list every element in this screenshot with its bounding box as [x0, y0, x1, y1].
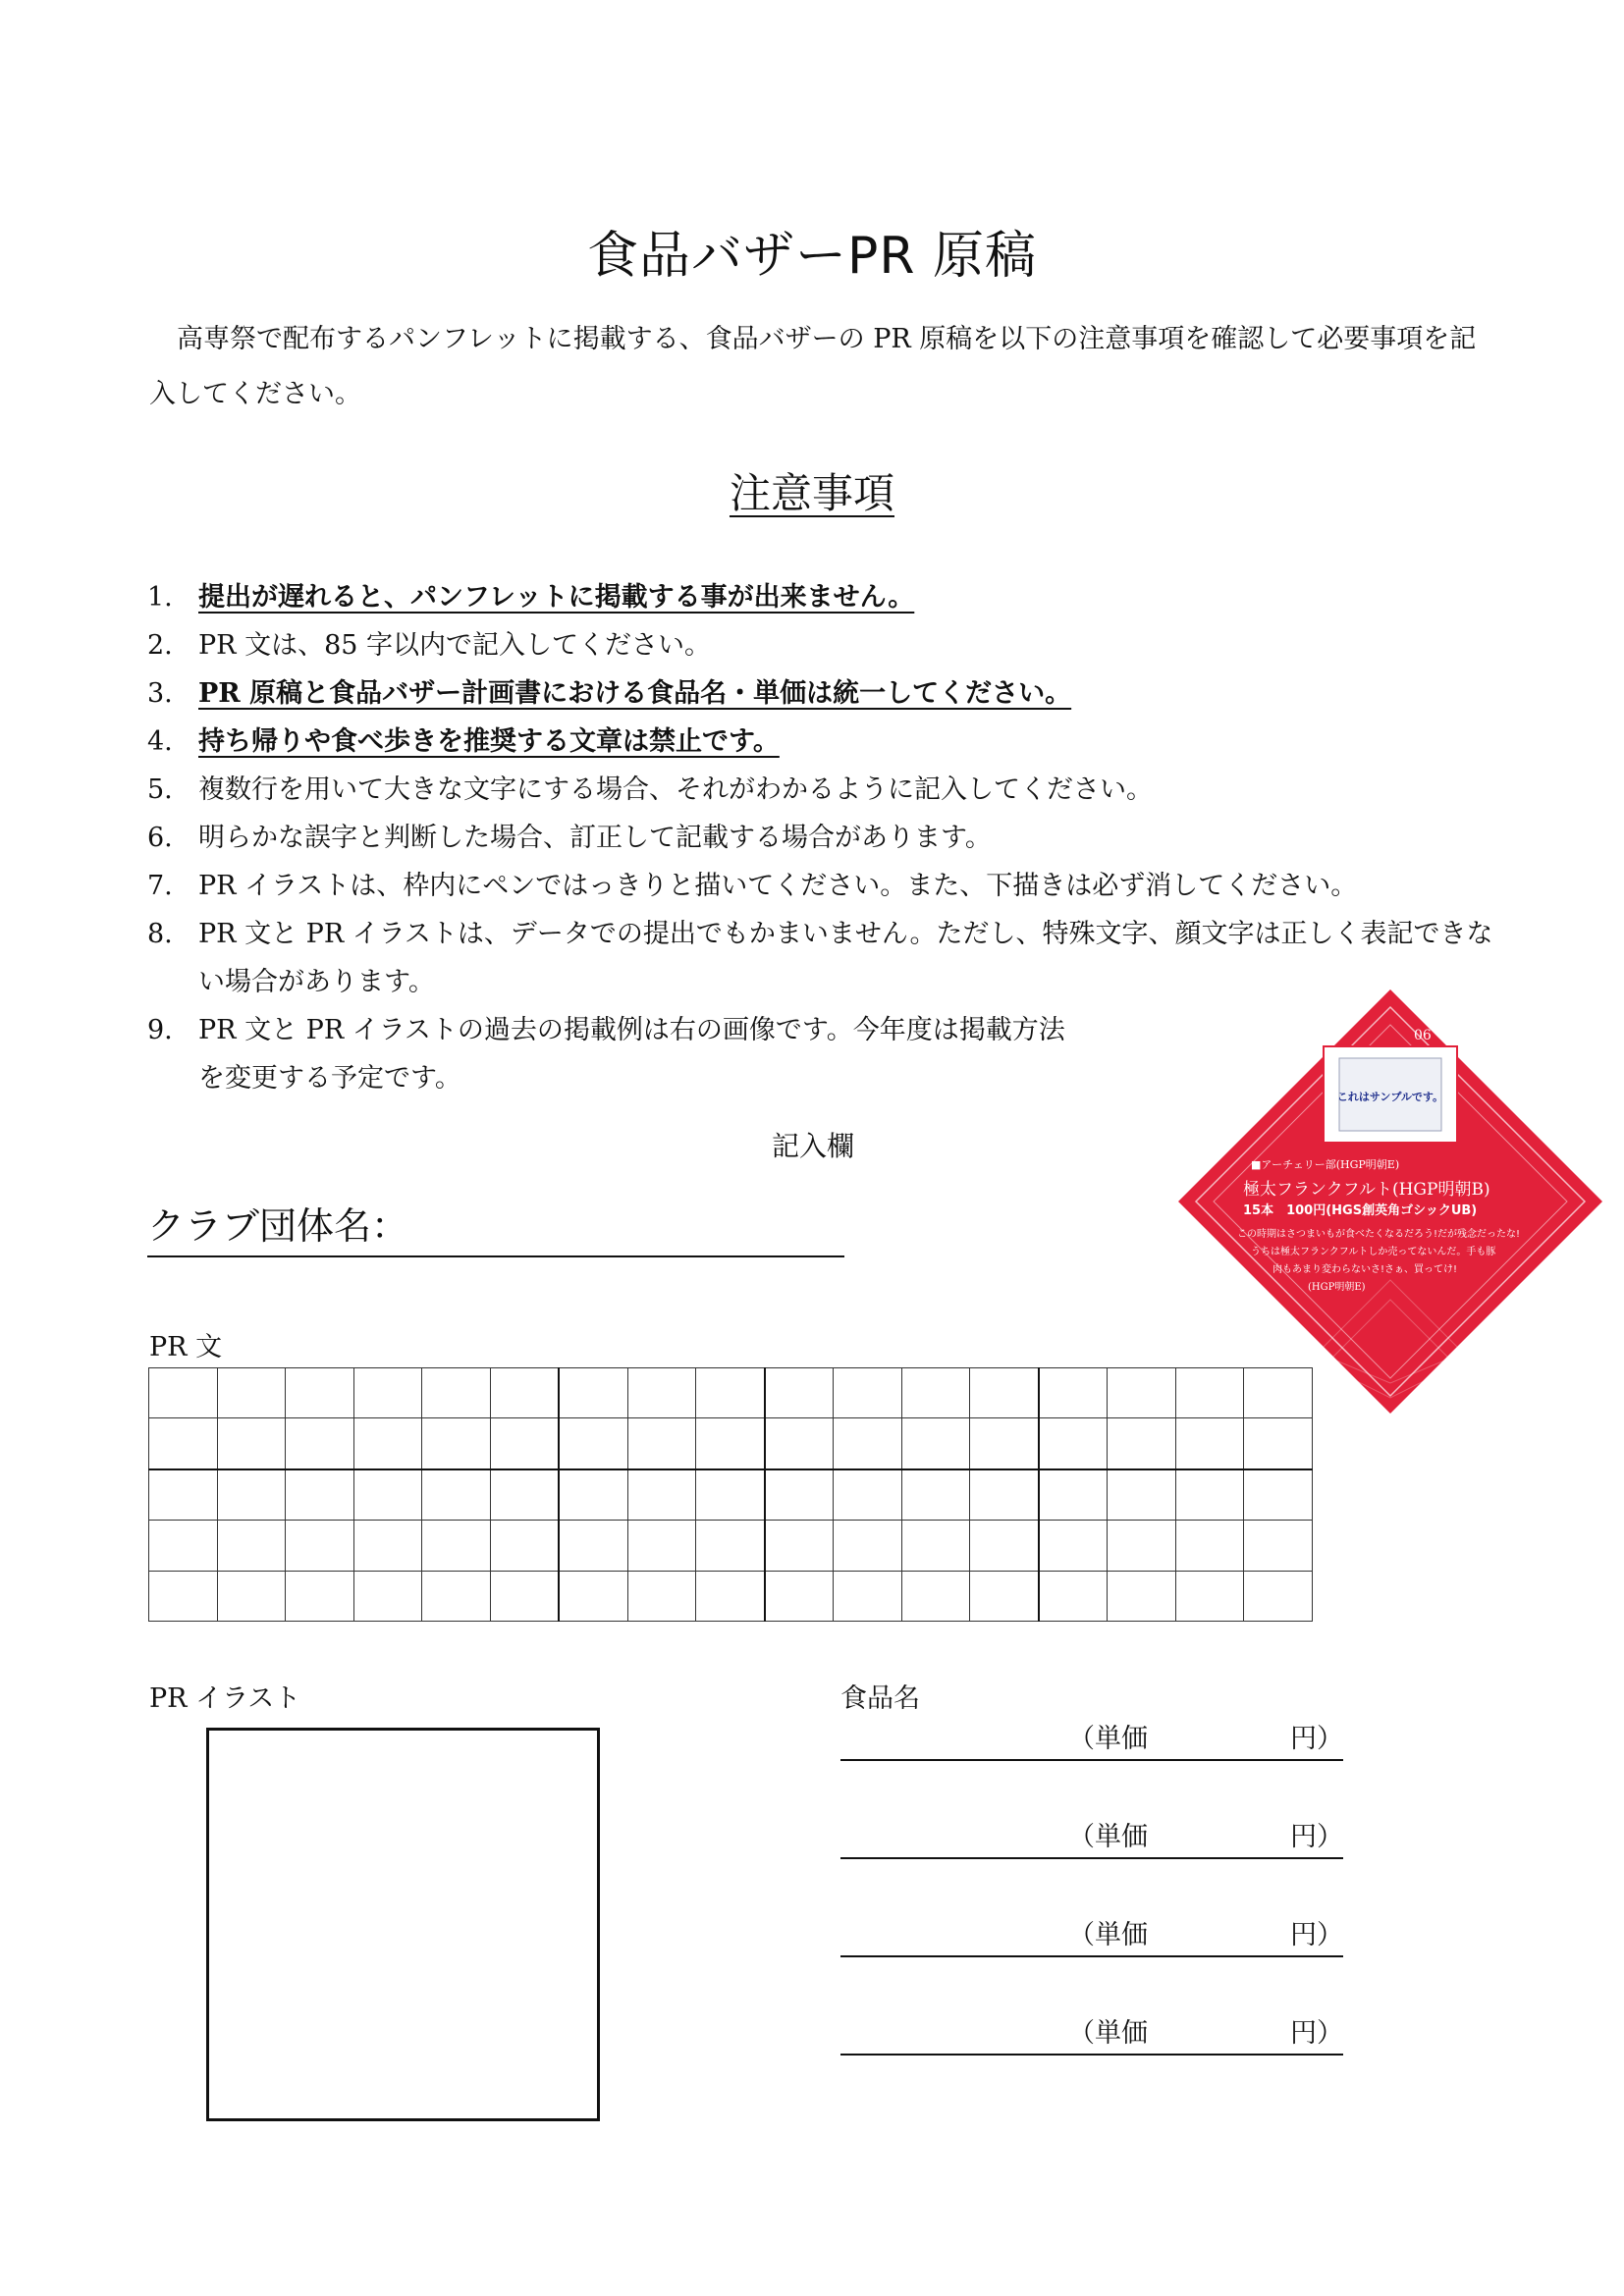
grid-cell[interactable]	[217, 1368, 286, 1418]
notice-item-7: 7. PR イラストは、枠内にペンではっきりと描いてください。また、下描きは必ず消してください。	[147, 871, 1358, 901]
grid-cell[interactable]	[1108, 1521, 1176, 1571]
grid-cell[interactable]	[1175, 1571, 1244, 1621]
grid-cell[interactable]	[1108, 1368, 1176, 1418]
unit-price-close: 円）	[1290, 1724, 1343, 1754]
grid-cell[interactable]	[559, 1418, 627, 1469]
grid-cell[interactable]	[1039, 1469, 1108, 1521]
grid-cell[interactable]	[970, 1418, 1039, 1469]
sample-number: 06	[1414, 1028, 1432, 1043]
grid-cell[interactable]	[490, 1469, 559, 1521]
grid-cell[interactable]	[696, 1469, 765, 1521]
grid-cell[interactable]	[696, 1521, 765, 1571]
grid-cell[interactable]	[901, 1469, 970, 1521]
pr-text-grid[interactable]	[148, 1367, 1313, 1622]
grid-cell[interactable]	[217, 1418, 286, 1469]
unit-price-open: （単価	[1068, 1822, 1148, 1852]
grid-cell[interactable]	[1039, 1571, 1108, 1621]
grid-cell[interactable]	[765, 1418, 834, 1469]
grid-cell[interactable]	[559, 1521, 627, 1571]
grid-cell[interactable]	[696, 1418, 765, 1469]
notice-item-4: 4. 持ち帰りや食べ歩きを推奨する文章は禁止です。	[147, 726, 780, 757]
food-price-line-4[interactable]	[840, 2014, 1343, 2056]
grid-cell[interactable]	[765, 1521, 834, 1571]
club-name-field[interactable]	[147, 1196, 844, 1257]
grid-cell[interactable]	[422, 1368, 491, 1418]
grid-cell[interactable]	[765, 1469, 834, 1521]
grid-cell[interactable]	[627, 1469, 696, 1521]
grid-cell[interactable]	[1039, 1521, 1108, 1571]
unit-price-close: 円）	[1290, 2018, 1343, 2049]
grid-row	[149, 1368, 1313, 1418]
grid-cell[interactable]	[353, 1521, 422, 1571]
grid-cell[interactable]	[559, 1368, 627, 1418]
grid-cell[interactable]	[970, 1521, 1039, 1571]
notice-item-2: 2. PR 文は、85 字以内で記入してください。	[147, 630, 712, 661]
sample-desc-3: 肉もあまり変わらないさ!さぁ、買ってけ!	[1272, 1264, 1458, 1275]
pr-illust-box[interactable]	[206, 1728, 600, 2121]
unit-price-open: （単価	[1068, 1920, 1148, 1950]
grid-cell[interactable]	[422, 1469, 491, 1521]
grid-cell[interactable]	[901, 1368, 970, 1418]
grid-cell[interactable]	[765, 1571, 834, 1621]
notice-item-1: 1. 提出が遅れると、パンフレットに掲載する事が出来ません。	[147, 582, 915, 613]
notice-item-8: 8. PR 文と PR イラストは、データでの提出でもかまいません。ただし、特殊文字、顔文字は正しく表記できない場合があります。	[147, 919, 1493, 997]
sample-desc-2: うちは極太フランクフルトしか売ってないんだ。手も豚	[1251, 1247, 1496, 1257]
grid-cell[interactable]	[422, 1571, 491, 1621]
sample-stamp: これはサンプルです。	[1336, 1091, 1444, 1103]
grid-cell[interactable]	[1244, 1418, 1313, 1469]
club-name-label: クラブ団体名：	[147, 1204, 409, 1248]
grid-cell[interactable]	[834, 1571, 902, 1621]
grid-cell[interactable]	[286, 1418, 354, 1469]
grid-cell[interactable]	[627, 1418, 696, 1469]
grid-cell[interactable]	[1108, 1418, 1176, 1469]
grid-cell[interactable]	[149, 1368, 218, 1418]
grid-cell[interactable]	[286, 1368, 354, 1418]
grid-cell[interactable]	[834, 1521, 902, 1571]
grid-cell[interactable]	[901, 1571, 970, 1621]
grid-cell[interactable]	[422, 1418, 491, 1469]
unit-price-open: （単価	[1068, 2018, 1148, 2049]
grid-cell[interactable]	[1175, 1521, 1244, 1571]
grid-cell[interactable]	[217, 1521, 286, 1571]
notice-heading: 注意事項	[729, 469, 894, 517]
grid-cell[interactable]	[765, 1368, 834, 1418]
grid-cell[interactable]	[834, 1368, 902, 1418]
grid-row	[149, 1571, 1313, 1621]
grid-cell[interactable]	[834, 1418, 902, 1469]
grid-cell[interactable]	[559, 1571, 627, 1621]
grid-cell[interactable]	[970, 1469, 1039, 1521]
grid-cell[interactable]	[490, 1571, 559, 1621]
food-price-line-1[interactable]	[840, 1720, 1343, 1761]
grid-cell[interactable]	[149, 1571, 218, 1621]
grid-cell[interactable]	[1108, 1571, 1176, 1621]
sample-pr-image	[1174, 986, 1606, 1417]
notice-item-9: 9. PR 文と PR イラストの過去の掲載例は右の画像です。今年度は掲載方法を変更する予定です。	[147, 1015, 1065, 1094]
grid-row	[149, 1469, 1313, 1521]
grid-cell[interactable]	[490, 1368, 559, 1418]
grid-cell[interactable]	[149, 1469, 218, 1521]
sample-desc-4: (HGP明朝E)	[1308, 1282, 1366, 1293]
notice-item-5: 5. 複数行を用いて大きな文字にする場合、それがわかるように記入してください。	[147, 774, 1153, 805]
grid-cell[interactable]	[1039, 1368, 1108, 1418]
form-heading: 記入欄	[772, 1130, 855, 1162]
grid-row	[149, 1521, 1313, 1571]
grid-cell[interactable]	[1175, 1469, 1244, 1521]
grid-cell[interactable]	[1244, 1571, 1313, 1621]
unit-price-close: 円）	[1290, 1822, 1343, 1852]
food-name-label: 食品名	[840, 1683, 920, 1714]
grid-cell[interactable]	[217, 1469, 286, 1521]
grid-cell[interactable]	[353, 1571, 422, 1621]
grid-cell[interactable]	[970, 1571, 1039, 1621]
grid-cell[interactable]	[627, 1521, 696, 1571]
sample-item: 極太フランクフルト(HGP明朝B)	[1243, 1180, 1490, 1200]
pr-text-label: PR 文	[149, 1332, 223, 1362]
intro-text: 高専祭で配布するパンフレットに掲載する、食品バザーの PR 原稿を以下の注意事項を確認して必要事項を記入してください。	[149, 324, 1477, 409]
grid-cell[interactable]	[627, 1571, 696, 1621]
food-price-line-3[interactable]	[840, 1916, 1343, 1957]
grid-cell[interactable]	[149, 1418, 218, 1469]
grid-cell[interactable]	[286, 1521, 354, 1571]
grid-cell[interactable]	[149, 1521, 218, 1571]
pr-illust-label: PR イラスト	[149, 1683, 301, 1714]
sample-qty-price: 15本 100円(HGS創英角ゴシックUB)	[1243, 1203, 1478, 1218]
grid-cell[interactable]	[1039, 1418, 1108, 1469]
grid-cell[interactable]	[490, 1418, 559, 1469]
grid-cell[interactable]	[901, 1521, 970, 1571]
grid-cell[interactable]	[1244, 1521, 1313, 1571]
unit-price-close: 円）	[1290, 1920, 1343, 1950]
page-title: 食品バザーPR 原稿	[586, 227, 1038, 286]
sample-club: ■アーチェリー部(HGP明朝E)	[1251, 1158, 1400, 1171]
notice-item-6: 6. 明らかな誤字と判断した場合、訂正して記載する場合があります。	[147, 823, 992, 853]
grid-row	[149, 1418, 1313, 1469]
grid-cell[interactable]	[353, 1418, 422, 1469]
grid-cell[interactable]	[1175, 1418, 1244, 1469]
sample-desc-1: この時期はさつまいもが食べたくなるだろう!だが残念だったな!	[1237, 1229, 1521, 1240]
grid-cell[interactable]	[1108, 1469, 1176, 1521]
grid-cell[interactable]	[353, 1469, 422, 1521]
grid-cell[interactable]	[286, 1469, 354, 1521]
food-price-line-2[interactable]	[840, 1818, 1343, 1859]
grid-cell[interactable]	[286, 1571, 354, 1621]
grid-cell[interactable]	[901, 1418, 970, 1469]
intro-paragraph	[149, 312, 1485, 422]
grid-cell[interactable]	[490, 1521, 559, 1571]
grid-cell[interactable]	[559, 1469, 627, 1521]
unit-price-open: （単価	[1068, 1724, 1148, 1754]
grid-cell[interactable]	[353, 1368, 422, 1418]
grid-cell[interactable]	[217, 1571, 286, 1621]
grid-cell[interactable]	[970, 1368, 1039, 1418]
grid-cell[interactable]	[422, 1521, 491, 1571]
grid-cell[interactable]	[627, 1368, 696, 1418]
grid-cell[interactable]	[696, 1571, 765, 1621]
grid-cell[interactable]	[834, 1469, 902, 1521]
grid-cell[interactable]	[1244, 1469, 1313, 1521]
grid-cell[interactable]	[696, 1368, 765, 1418]
notice-item-3: 3. PR 原稿と食品バザー計画書における食品名・単価は統一してください。	[147, 678, 1072, 709]
